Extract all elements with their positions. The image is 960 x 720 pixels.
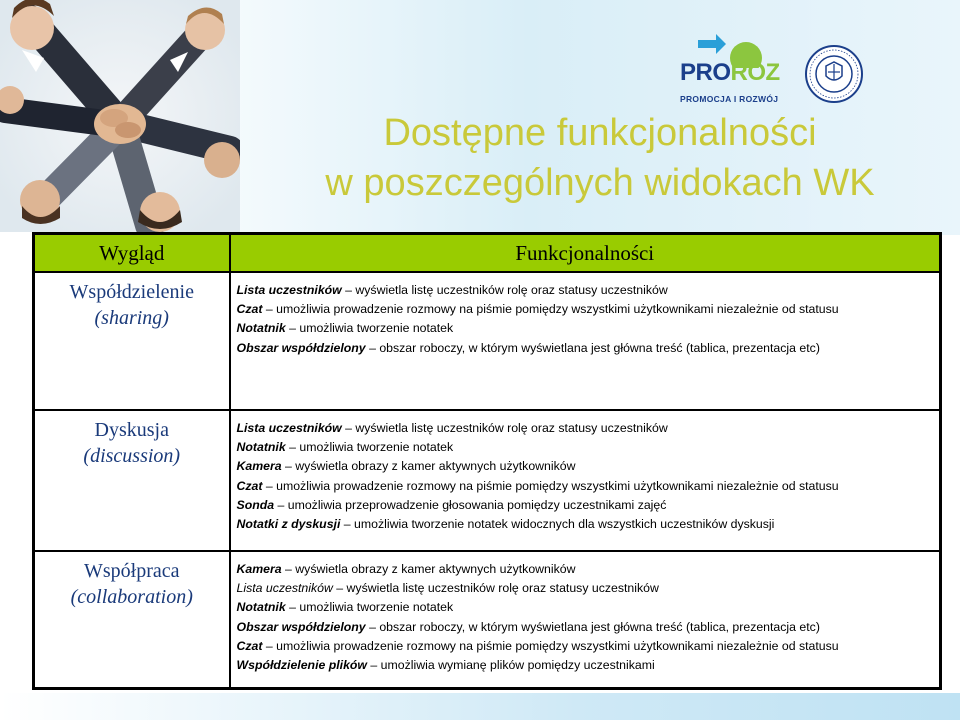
feature-name: Lista uczestników xyxy=(236,283,342,297)
feature-name: Notatnik xyxy=(236,600,286,615)
feature-description: – umożliwia tworzenie notatek xyxy=(285,321,454,336)
feature-description: – umożliwia tworzenie notatek xyxy=(285,600,454,615)
mode-cell xyxy=(34,551,230,689)
feature-name: Sonda xyxy=(236,497,275,512)
feature-name: Współdzielenie plików xyxy=(236,657,367,672)
feature-item xyxy=(237,598,940,617)
feature-item xyxy=(237,560,940,579)
feature-item xyxy=(237,300,940,319)
feature-description: – umożliwia prowadzenie rozmowy na piśmie pomiędzy wszystkimi użytkownikami niezależnie od statusu xyxy=(262,302,839,317)
feature-description: – umożliwia tworzenie notatek widocznych dla wszystkich uczestników dyskusji xyxy=(340,516,775,531)
table-row xyxy=(34,410,941,551)
feature-item xyxy=(237,656,940,675)
footer-band xyxy=(0,693,960,720)
feature-name: Lista uczestników xyxy=(236,421,342,435)
mode-english: (discussion) xyxy=(83,445,181,467)
feature-name: Obszar współdzielony xyxy=(236,619,366,634)
title-line-2: w poszczególnych widokach WK xyxy=(325,162,875,204)
mode-cell xyxy=(34,272,230,410)
mode-english: (collaboration) xyxy=(70,586,193,608)
title-line-1: Dostępne funkcjonalności xyxy=(383,112,817,154)
feature-description: – wyświetla obrazy z kamer aktywnych użytkowników xyxy=(281,562,576,576)
mode-english: (sharing) xyxy=(94,307,169,329)
header-appearance: Wygląd xyxy=(34,234,230,273)
mode-name: Współdzielenie xyxy=(69,281,194,303)
university-seal-icon xyxy=(804,44,864,104)
feature-item xyxy=(237,637,940,656)
feature-description: – wyświetla obrazy z kamer aktywnych użytkowników xyxy=(281,459,576,474)
mode-name: Dyskusja xyxy=(94,419,169,441)
feature-description: – umożliwia tworzenie notatek xyxy=(285,440,454,455)
feature-description: – obszar roboczy, w którym wyświetlana jest główna treść (tablica, prezentacja etc) xyxy=(365,619,820,634)
feature-description: – umożliwia przeprowadzenie głosowania pomiędzy uczestnikami zajęć xyxy=(274,497,667,512)
logo-pro: PRO xyxy=(680,59,731,86)
feature-description: – umożliwia wymianę plików pomiędzy uczestnikami xyxy=(367,657,655,672)
features-cell xyxy=(230,410,941,551)
logo-wordmark xyxy=(680,59,780,87)
team-hands-photo xyxy=(0,0,240,232)
feature-item xyxy=(237,457,940,476)
feature-item xyxy=(237,579,940,598)
feature-description: – umożliwia prowadzenie rozmowy na piśmie pomiędzy wszystkimi użytkownikami niezależnie od statusu xyxy=(262,478,839,493)
feature-name: Notatki z dyskusji xyxy=(236,516,341,531)
feature-item xyxy=(237,496,940,515)
feature-name: Obszar współdzielony xyxy=(236,340,366,355)
table-header-row xyxy=(34,234,941,273)
feature-item xyxy=(237,281,940,300)
feature-description: – wyświetla listę uczestników rolę oraz statusy uczestników xyxy=(341,421,668,435)
feature-name: Kamera xyxy=(236,459,282,474)
feature-item xyxy=(237,515,940,534)
feature-description: – wyświetla listę uczestników rolę oraz statusy uczestników xyxy=(332,581,659,596)
header-features: Funkcjonalności xyxy=(230,234,941,273)
feature-name: Kamera xyxy=(236,562,282,576)
feature-item xyxy=(237,438,940,457)
feature-item xyxy=(237,419,940,438)
page-title xyxy=(250,108,950,208)
logo-roz: ROZ xyxy=(730,59,780,86)
feature-item xyxy=(237,477,940,496)
feature-name: Notatnik xyxy=(236,440,286,455)
table-row xyxy=(34,272,941,410)
mode-cell xyxy=(34,410,230,551)
feature-item xyxy=(237,618,940,637)
feature-name: Czat xyxy=(236,638,263,653)
feature-name: Czat xyxy=(236,478,263,493)
feature-name: Lista uczestników xyxy=(236,581,333,596)
feature-description: – obszar roboczy, w którym wyświetlana jest główna treść (tablica, prezentacja etc) xyxy=(365,340,820,355)
feature-name: Czat xyxy=(236,302,263,317)
mode-name: Współpraca xyxy=(83,560,180,582)
feature-description: – umożliwia prowadzenie rozmowy na piśmie pomiędzy wszystkimi użytkownikami niezależnie od statusu xyxy=(262,638,839,653)
features-cell xyxy=(230,272,941,410)
feature-description: – wyświetla listę uczestników rolę oraz statusy uczestników xyxy=(341,283,668,297)
features-cell xyxy=(230,551,941,689)
feature-name: Notatnik xyxy=(236,321,286,336)
logo-subtitle: PROMOCJA I ROZWÓJ xyxy=(680,94,779,104)
features-table xyxy=(32,232,942,690)
feature-item xyxy=(237,319,940,338)
feature-item xyxy=(237,339,940,358)
table-row xyxy=(34,551,941,689)
